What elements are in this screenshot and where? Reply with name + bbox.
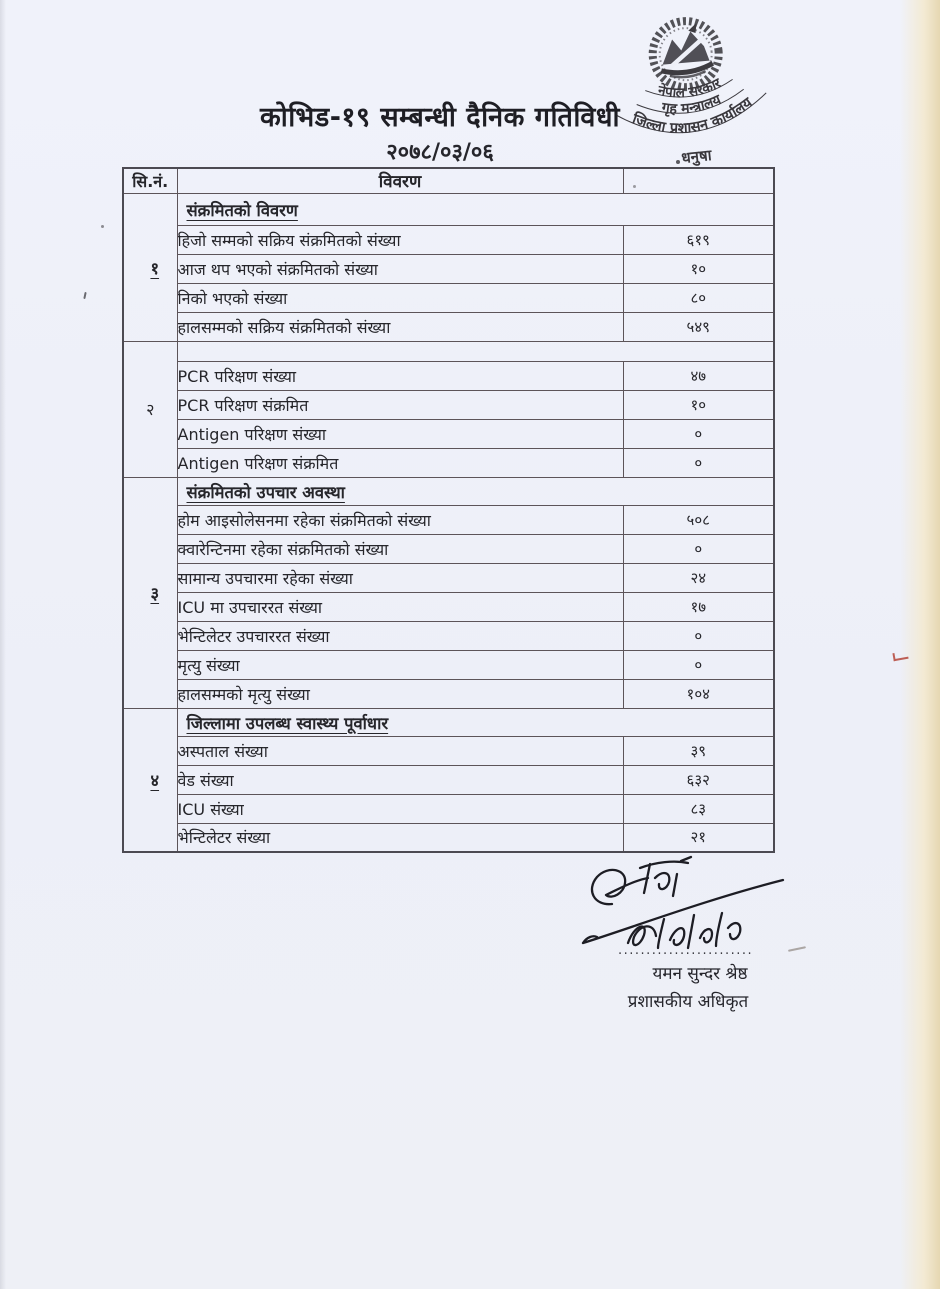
row-label: क्वारेन्टिनमा रहेका संक्रमितको संख्या [177,534,623,563]
table-row [123,650,774,679]
row-label: PCR परिक्षण संख्या [177,361,623,390]
section-3-serial: ३ [123,477,177,708]
table-row [123,448,774,477]
section-2-title [177,341,774,361]
scan-speck [101,225,104,228]
row-value: ६१९ [623,225,774,254]
table-row [123,823,774,852]
table-row [123,563,774,592]
stamp-line-government: नेपाल सरकार [656,75,724,102]
row-value: १० [623,390,774,419]
row-value: ३९ [623,736,774,765]
table-row [123,534,774,563]
row-value: ० [623,534,774,563]
table-row [123,390,774,419]
stamp-line-office: जिल्ला प्रशासन कार्यालय [629,94,756,137]
row-value: ० [623,621,774,650]
row-value: ६३२ [623,765,774,794]
row-value: ० [623,448,774,477]
row-value: ४७ [623,361,774,390]
table-row [123,361,774,390]
section-4-serial: ४ [123,708,177,852]
row-label: निको भएको संख्या [177,283,623,312]
document-title: कोभिड-१९ सम्बन्धी दैनिक गतिविधी [260,102,620,133]
row-value: ५०८ [623,505,774,534]
section-4-title: जिल्लामा उपलब्ध स्वास्थ्य पूर्वाधार [177,708,774,736]
row-value: ० [623,650,774,679]
row-label: हालसम्मको मृत्यु संख्या [177,679,623,708]
table-header-row [123,168,774,193]
row-label: ICU मा उपचाररत संख्या [177,592,623,621]
scan-speck [676,160,680,164]
row-value: १७ [623,592,774,621]
table-row [123,225,774,254]
section-1-title: संक्रमितको विवरण [177,193,774,225]
section-2-spacer-row [123,341,774,361]
signatory-designation: प्रशासकीय अधिकृत [627,992,749,1012]
row-value: ८० [623,283,774,312]
table-row [123,505,774,534]
row-label: अस्पताल संख्या [177,736,623,765]
table-row [123,621,774,650]
stamp-line-ministry: गृह मन्त्रालय [660,92,724,118]
row-label: Antigen परिक्षण संख्या [177,419,623,448]
row-label: हिजो सम्मको सक्रिय संक्रमितको संख्या [177,225,623,254]
row-label: भेन्टिलेटर संख्या [177,823,623,852]
table-row [123,312,774,341]
signatory-name: यमन सुन्दर श्रेष्ठ [652,964,748,984]
table-row [123,254,774,283]
row-label: PCR परिक्षण संक्रमित [177,390,623,419]
table-row [123,794,774,823]
header-serial-number: सि.नं. [123,168,177,193]
row-value: ० [623,419,774,448]
row-value: २१ [623,823,774,852]
row-value: ५४९ [623,312,774,341]
table-row [123,765,774,794]
signature-dotted-line: ........................ [618,943,754,958]
stamp-line-district: धनुषा [680,146,713,168]
row-value: १०४ [623,679,774,708]
row-value: ८३ [623,794,774,823]
scan-speck [633,185,636,188]
row-label: होम आइसोलेसनमा रहेका संक्रमितको संख्या [177,505,623,534]
row-label: हालसम्मको सक्रिय संक्रमितको संख्या [177,312,623,341]
row-label: Antigen परिक्षण संक्रमित [177,448,623,477]
document-date: २०७८/०३/०६ [386,140,494,165]
scan-speck [83,292,86,299]
section-2-serial: २ [123,341,177,477]
table-row [123,679,774,708]
red-pen-mark [892,651,908,661]
table-row [123,283,774,312]
table-row [123,592,774,621]
row-label: भेन्टिलेटर उपचाररत संख्या [177,621,623,650]
section-1-title-row [123,193,774,225]
table-row [123,736,774,765]
table-row [123,419,774,448]
row-value: १० [623,254,774,283]
row-label: वेड संख्या [177,765,623,794]
row-label: सामान्य उपचारमा रहेका संख्या [177,563,623,592]
row-value: २४ [623,563,774,592]
section-3-title: संक्रमितको उपचार अवस्था [177,477,774,505]
header-value [623,168,774,193]
row-label: मृत्यु संख्या [177,650,623,679]
section-4-title-row [123,708,774,736]
section-1-serial: १ [123,193,177,341]
covid-report-table [122,167,775,853]
row-label: ICU संख्या [177,794,623,823]
header-description: विवरण [177,168,623,193]
section-3-title-row [123,477,774,505]
row-label: आज थप भएको संक्रमितको संख्या [177,254,623,283]
